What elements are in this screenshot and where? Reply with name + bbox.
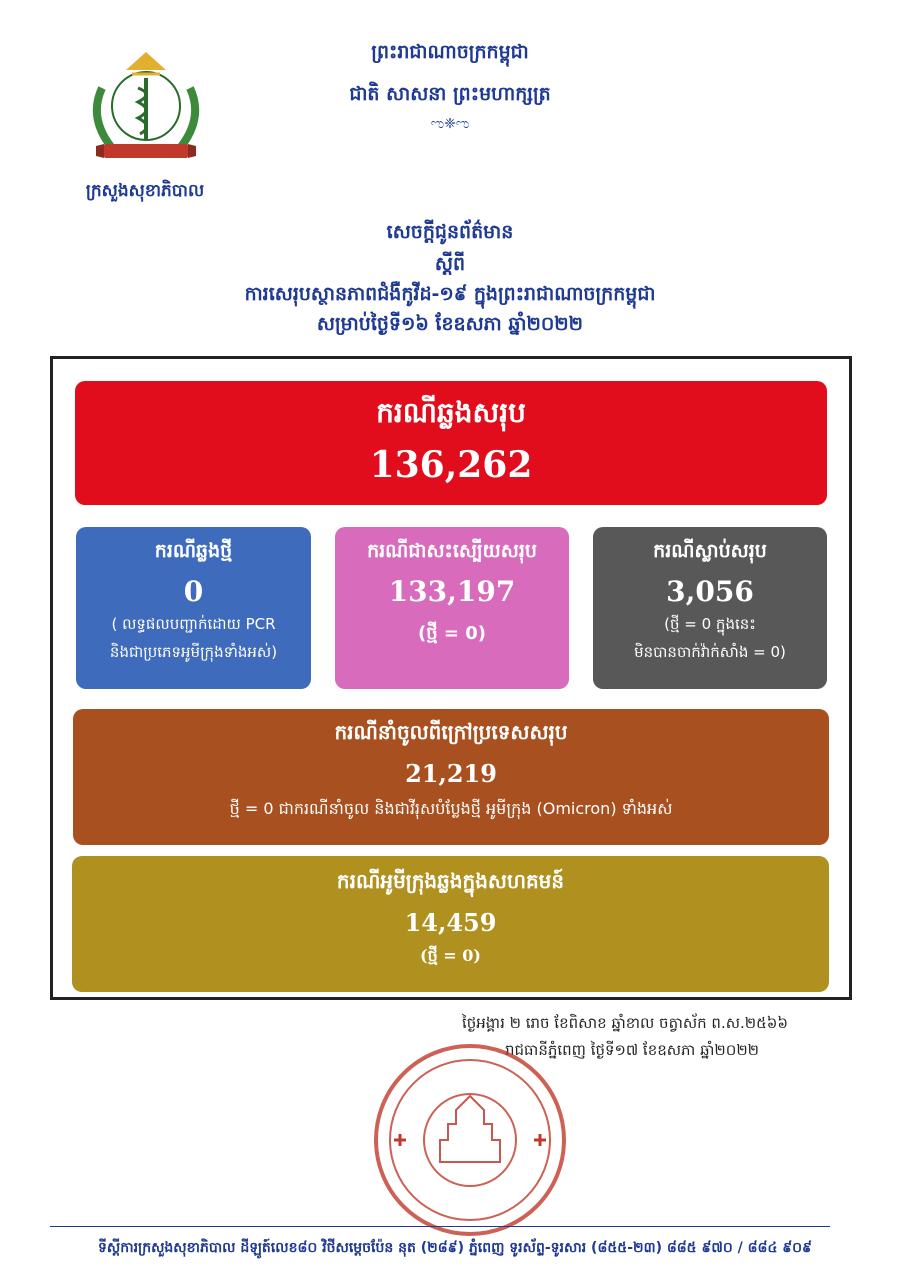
document-type: សេចក្ដីជូនព័ត៌មាន xyxy=(386,221,514,243)
new-cases-note-1: ( លទ្ធផលបញ្ជាក់ដោយ PCR xyxy=(111,615,276,633)
document-about: ស្ដីពី xyxy=(434,253,466,275)
total-cases-value: 136,262 xyxy=(369,444,533,486)
total-cases-box xyxy=(75,381,827,505)
new-cases-box xyxy=(76,527,311,689)
ministry-name: ក្រសួងសុខាភិបាល xyxy=(85,181,205,201)
imported-cases-value: 21,219 xyxy=(405,759,497,788)
solar-date: រាជធានីភ្នំពេញ ថ្ងៃទី១៧ ខែឧសភា ឆ្នាំ២០២២ xyxy=(505,1041,760,1059)
new-cases-note-2: និងជាប្រភេទអូមីក្រុងទាំងអស់) xyxy=(109,643,278,661)
document-subject: ការសេរុបស្ថានភាពជំងឺកូវីដ-១៩ ក្នុងព្រះរាជាណាចក្រកម្ពុជា xyxy=(244,283,656,305)
omicron-community-value: 14,459 xyxy=(404,908,497,937)
new-cases-value: 0 xyxy=(183,575,204,608)
recovered-value: 133,197 xyxy=(388,575,516,608)
footer-address: ទីស្ដីការក្រសួងសុខាភិបាល ដីឡូត៍លេខ៨០ វិថីសម្ដេចប៉ែន នុត (២៨៩) ភ្នំពេញ ទូរស័ព្ទ-ទូរសារ (៨៥៥-២៣) ៨៨៥ ៩៧០ / ៨៨៤ ៩០៩ xyxy=(98,1240,812,1256)
deaths-note-2: មិនបានចាក់វ៉ាក់សាំង = 0) xyxy=(634,643,786,661)
official-seal xyxy=(370,1040,570,1240)
deaths-note-1: (ថ្មី = 0 ក្នុងនេះ xyxy=(664,615,756,633)
recovered-box xyxy=(335,527,569,689)
omicron-community-box xyxy=(72,856,829,992)
imported-cases-label: ករណីនាំចូលពីក្រៅប្រទេសសរុប xyxy=(334,720,568,744)
total-cases-label: ករណីឆ្លងសរុប xyxy=(376,396,526,429)
new-cases-label: ករណីឆ្លងថ្មី xyxy=(154,540,233,562)
deaths-value: 3,056 xyxy=(666,575,754,608)
ministry-logo xyxy=(82,48,210,176)
deaths-box xyxy=(593,527,827,689)
omicron-community-label: ករណីអូមីក្រុងឆ្លងក្នុងសហគមន៍ xyxy=(336,869,565,893)
recovered-note: (ថ្មី = 0) xyxy=(417,623,487,644)
footer-divider xyxy=(50,1226,830,1227)
imported-cases-note: ថ្មី = 0 ជាករណីនាំចូល និងជាវីរុសបំប្លែងថ្មី អូមីក្រុង (Omicron) ទាំងអស់ xyxy=(229,799,673,818)
omicron-community-note: (ថ្មី = 0) xyxy=(420,946,481,965)
header-ornament: ಌ❈ಌ xyxy=(430,116,470,132)
deaths-label: ករណីស្លាប់សរុប xyxy=(653,540,767,562)
imported-cases-box xyxy=(73,709,829,845)
report-date: សម្រាប់ថ្ងៃទី១៦ ខែឧសភា ឆ្នាំ២០២២ xyxy=(316,313,584,335)
national-motto: ជាតិ សាសនា ព្រះមហាក្សត្រ xyxy=(349,83,551,105)
recovered-label: ករណីជាសះស្បើយសរុប xyxy=(367,540,537,562)
kingdom-title: ព្រះរាជាណាចក្រកម្ពុជា xyxy=(371,41,529,63)
lunar-date: ថ្ងៃអង្គារ ២ រោច ខែពិសាខ ឆ្នាំខាល ចត្វាស័ក ព.ស.២៥៦៦ xyxy=(462,1014,788,1032)
